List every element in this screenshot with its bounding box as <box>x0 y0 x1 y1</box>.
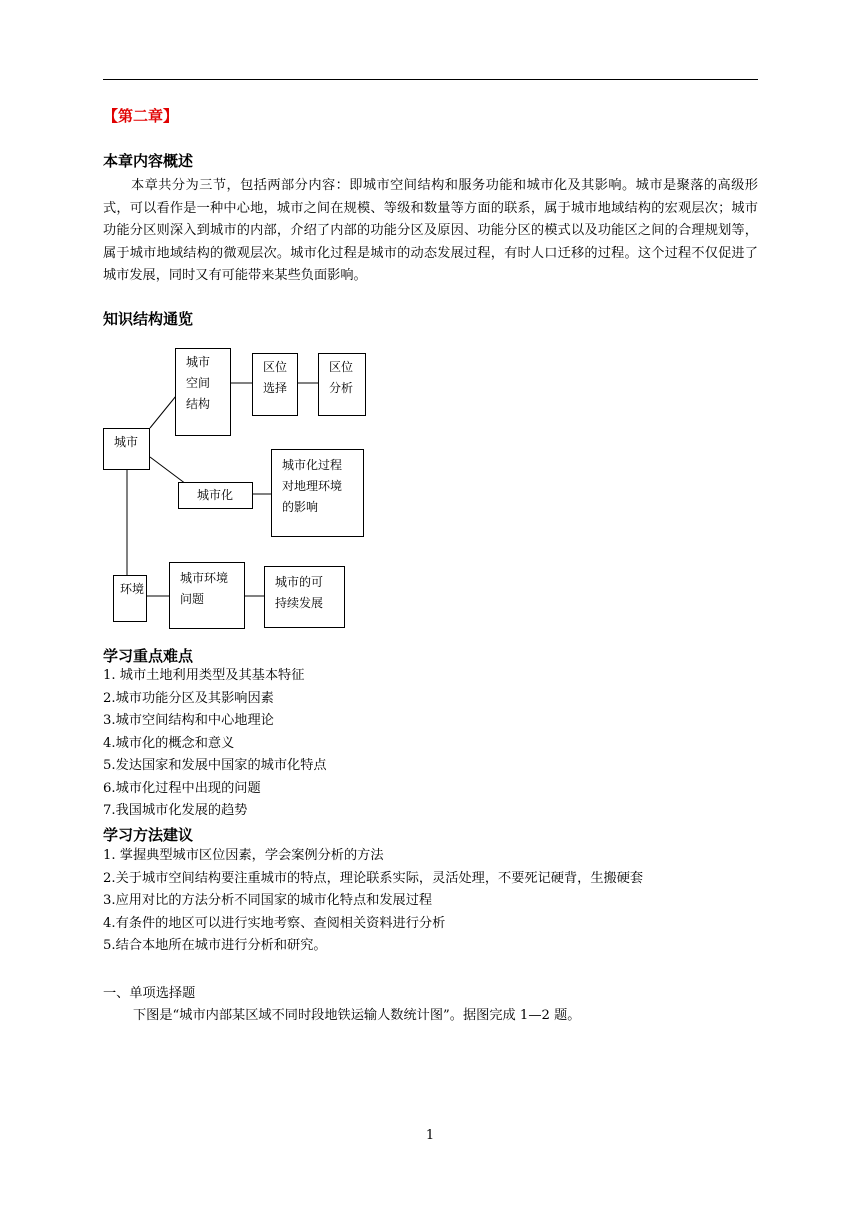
list-item: 7.我国城市化发展的趋势 <box>103 803 248 818</box>
list-item: 1. 城市土地利用类型及其基本特征 <box>103 668 305 683</box>
question-section-title: 一、单项选择题 <box>103 986 196 1001</box>
list-item: 3.城市空间结构和中心地理论 <box>103 713 274 728</box>
list-item: 4.城市化的概念和意义 <box>103 735 235 751</box>
key-points-list <box>103 665 327 823</box>
node-environment-problem: 城市环境 问题 <box>169 562 245 629</box>
list-item: 4.有条件的地区可以进行实地考察、查阅相关资料进行分析 <box>103 915 446 931</box>
list-item: 6.城市化过程中出现的问题 <box>103 780 261 796</box>
page-number: 1 <box>425 1128 435 1143</box>
chapter-title: 【第二章】 <box>103 107 179 125</box>
node-urbanization-impact: 城市化过程 对地理环境 的影响 <box>271 449 364 537</box>
overview-heading: 本章内容概述 <box>103 152 194 170</box>
list-item: 5.发达国家和发展中国家的城市化特点 <box>103 758 327 773</box>
connector-city-spatial <box>150 396 176 428</box>
node-city: 城市 <box>103 428 150 470</box>
question-intro: 下图是“城市内部某区域不同时段地铁运输人数统计图”。据图完成 1—2 题。 <box>133 1008 581 1023</box>
structure-heading: 知识结构通览 <box>103 310 194 328</box>
connector-city-urbanization <box>150 457 186 484</box>
methods-list <box>103 845 643 958</box>
list-item: 2.关于城市空间结构要注重城市的特点，理论联系实际，灵活处理，不要死记硬背，生搬硬套 <box>103 870 644 886</box>
node-environment: 环境 <box>113 575 147 622</box>
methods-heading: 学习方法建议 <box>103 826 194 844</box>
node-urbanization: 城市化 <box>178 482 253 509</box>
list-item: 1. 掌握典型城市区位因素，学会案例分析的方法 <box>103 848 384 863</box>
node-spatial-structure: 城市 空间 结构 <box>175 348 231 436</box>
list-item: 3.应用对比的方法分析不同国家的城市化特点和发展过程 <box>103 893 433 908</box>
overview-paragraph: 本章共分为三节，包括两部分内容：即城市空间结构和服务功能和城市化及其影响。城市是聚落的高级形式，可以看作是一种中心地，城市之间在规模、等级和数量等方面的联系，属于城市地域结构的宏观层次；城市功能分区则深入到城市的内部，介绍了内部的功能分区及原因、功能分区的模式以及功能区之间的合理规划等，属于城市地域结构的微观层次。城市化过程是城市的动态发展过程，有时人口迁移的过程。这个过程不仅促进了城市发展，同时又有可能带来某些负面影响。 <box>103 178 758 283</box>
header-rule <box>103 79 758 80</box>
list-item: 2.城市功能分区及其影响因素 <box>103 690 274 706</box>
key-points-heading: 学习重点难点 <box>103 647 194 665</box>
node-location-choice: 区位 选择 <box>252 353 298 416</box>
list-item: 5.结合本地所在城市进行分析和研究。 <box>103 938 327 953</box>
node-location-analysis: 区位 分析 <box>318 353 366 416</box>
node-sustainable-development: 城市的可 持续发展 <box>264 566 345 628</box>
